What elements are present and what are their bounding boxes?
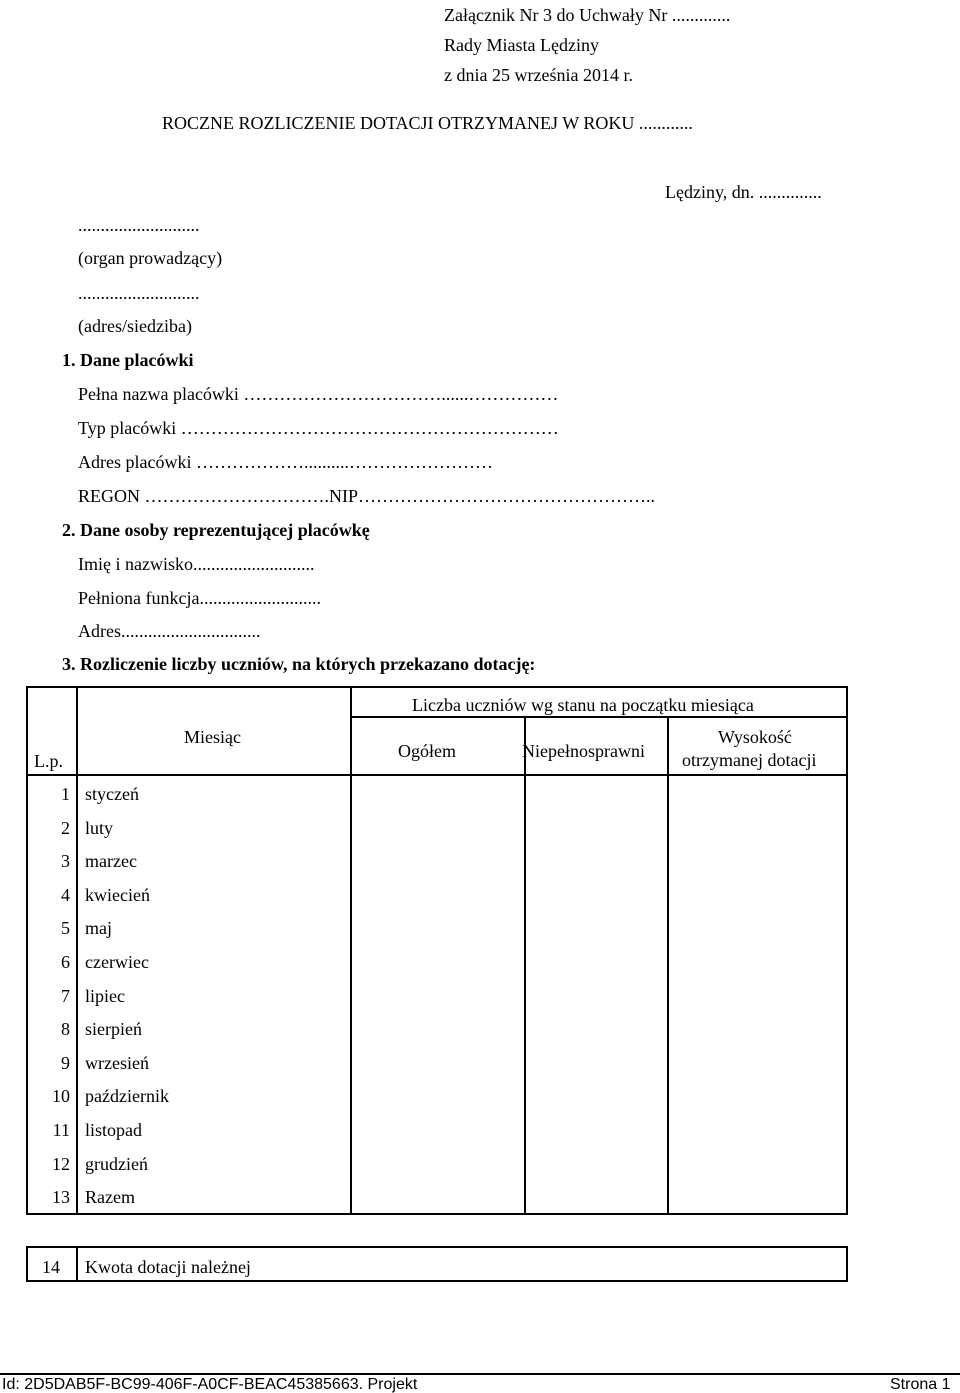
due-lp: 14 [42, 1257, 60, 1277]
document-title: ROCZNE ROZLICZENIE DOTACJI OTRZYMANEJ W ROKU ............ [162, 113, 693, 133]
group-header-line [350, 716, 846, 718]
due-amount-table [26, 1246, 848, 1282]
students-table [26, 686, 848, 1215]
document-id: Id: 2D5DAB5F-BC99-406F-A0CF-BEAC45385663. Projekt [2, 1376, 418, 1393]
row-month: czerwiec [85, 952, 149, 972]
person-function-field: Pełniona funkcja........................... [78, 588, 321, 608]
header-bottom-line [28, 774, 846, 776]
col-divider-lp [76, 688, 78, 1213]
row-month: październik [85, 1086, 169, 1107]
page-number: Strona 1 [890, 1376, 951, 1393]
address-dots: ........................... [78, 283, 200, 303]
col-amount-header-1: Wysokość [718, 727, 792, 747]
due-col-divider [76, 1248, 78, 1280]
organ-label: (organ prowadzący) [78, 248, 223, 268]
col-divider-disabled [667, 717, 669, 1213]
row-lp: 6 [61, 952, 70, 972]
row-lp: 8 [61, 1019, 70, 1040]
resolution-date: z dnia 25 września 2014 r. [444, 65, 633, 85]
col-month-header: Miesiąc [184, 727, 241, 747]
row-month: styczeń [85, 784, 139, 804]
col-group-header: Liczba uczniów wg stanu na początku miesiąca [412, 695, 754, 715]
col-lp-header: L.p. [34, 751, 63, 771]
col-divider-total [524, 717, 526, 1213]
col-disabled-header: Niepełnosprawni [522, 741, 645, 761]
full-name-field: Pełna nazwa placówki ……………………………......…………… [78, 384, 559, 404]
due-label: Kwota dotacji należnej [85, 1257, 251, 1277]
row-lp: 5 [61, 918, 70, 939]
type-field: Typ placówki ……………………………………………………… [78, 418, 559, 438]
row-month: wrzesień [85, 1052, 149, 1073]
address-field: Adres placówki ………………..........…………………… [78, 452, 493, 472]
col-divider-month [350, 688, 352, 1213]
regon-nip-field: REGON ………………………….NIP………………………………………….. [78, 486, 656, 506]
row-month: kwiecień [85, 884, 150, 905]
council-line: Rady Miasta Lędziny [444, 35, 599, 55]
row-month: listopad [85, 1120, 142, 1140]
person-name-field: Imię i nazwisko........................... [78, 554, 315, 574]
row-lp: 4 [61, 884, 70, 905]
row-lp: 11 [52, 1120, 70, 1140]
section2-heading: 2. Dane osoby reprezentującej placówkę [62, 520, 370, 540]
row-lp: 12 [52, 1153, 70, 1174]
row-month: sierpień [85, 1019, 142, 1040]
col-amount-header-2: otrzymanej dotacji [682, 750, 817, 770]
section1-heading: 1. Dane placówki [62, 350, 194, 370]
row-lp: 9 [61, 1052, 70, 1073]
row-month: lipiec [85, 985, 125, 1006]
row-lp: 13 [52, 1187, 70, 1208]
row-lp: 2 [61, 817, 70, 838]
row-lp: 7 [61, 985, 70, 1006]
footer-rule [0, 1373, 960, 1375]
row-month: grudzień [85, 1153, 148, 1174]
row-month: marzec [85, 851, 137, 872]
col-total-header: Ogółem [398, 741, 456, 761]
person-address-field: Adres............................... [78, 621, 261, 641]
section3-heading: 3. Rozliczenie liczby uczniów, na których przekazano dotację: [62, 654, 536, 674]
row-month: maj [85, 918, 112, 939]
row-lp: 1 [61, 784, 70, 804]
row-month: luty [85, 817, 114, 838]
organ-dots: ........................... [78, 215, 200, 235]
place-date: Lędziny, dn. .............. [665, 182, 822, 202]
row-month: Razem [85, 1187, 135, 1208]
row-lp: 3 [61, 851, 70, 872]
annex-line: Załącznik Nr 3 do Uchwały Nr ............. [444, 5, 731, 25]
row-lp: 10 [52, 1086, 70, 1107]
address-label: (adres/siedziba) [78, 316, 192, 336]
